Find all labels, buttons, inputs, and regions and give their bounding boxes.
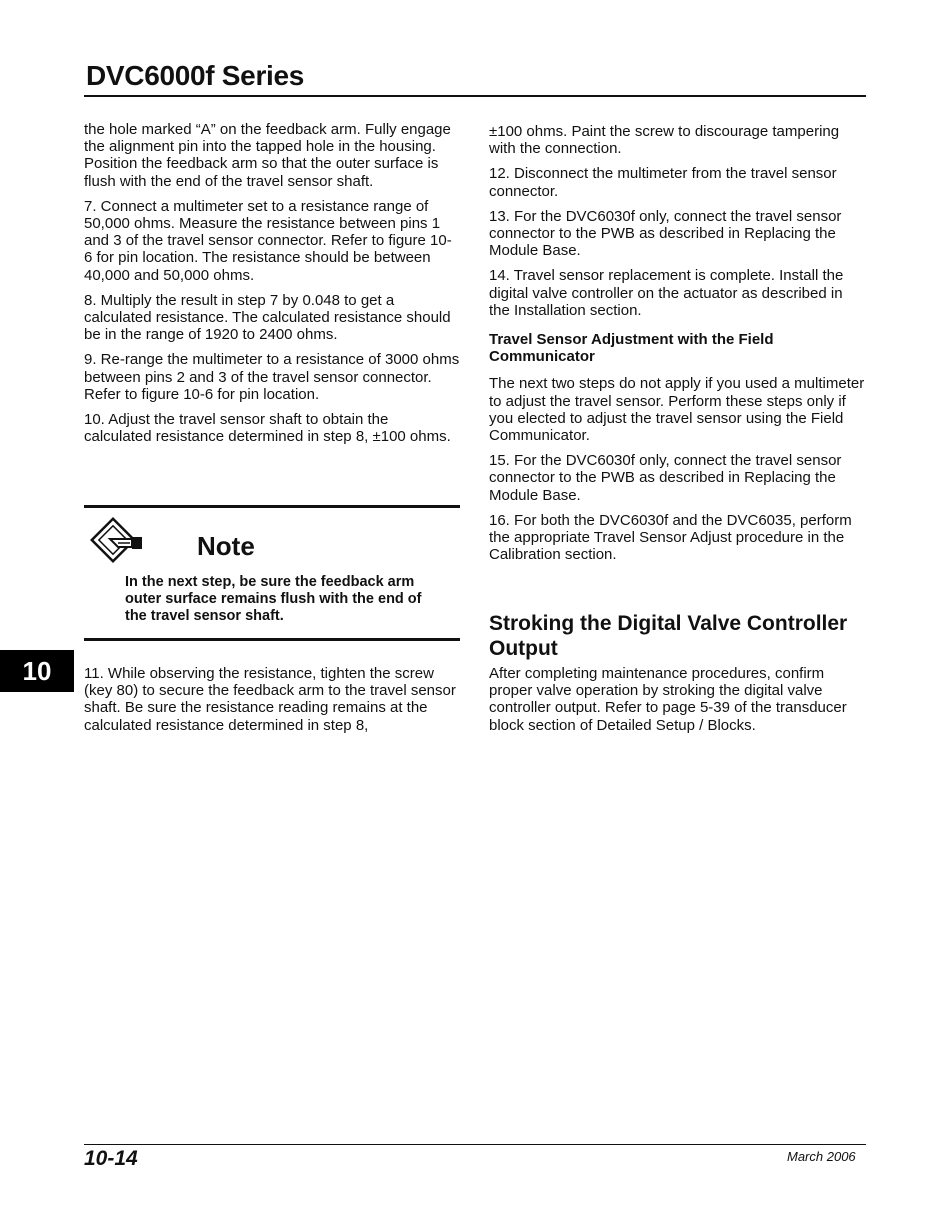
section-text: After completing maintenance procedures, confirm proper valve operation by stroking the digital valve controller output. Refer to page 5-39 of the transducer block section of Detailed Setup / Blocks. <box>489 665 847 734</box>
paragraph: The next two steps do not apply if you used a multimeter to adjust the travel sensor. Perform these steps only if you elected to adjust the travel sensor using the Field Communicator. <box>489 375 865 445</box>
stroking-section <box>489 611 867 734</box>
note-bottom-rule <box>84 638 460 641</box>
note-heading: Note <box>197 531 255 561</box>
step-11: 11. While observing the resistance, tighten the screw (key 80) to secure the feedback arm to the travel sensor shaft. Be sure the resistance reading remains at the calculated resistance determined in step 8, <box>84 665 456 734</box>
note-top-rule <box>84 505 460 508</box>
paragraph: the hole marked “A” on the feedback arm. Fully engage the alignment pin into the tapped hole in the housing. Position the feedback arm so that the outer surface is flush with the end of the travel sensor shaft. <box>84 121 451 190</box>
subheading: Travel Sensor Adjustment with the Field Communicator <box>489 331 774 366</box>
left-column <box>84 121 460 453</box>
right-column <box>489 123 867 571</box>
step-14: 14. Travel sensor replacement is complete. Install the digital valve controller on the actuator as described in the Installation section. <box>489 267 844 319</box>
step-12: 12. Disconnect the multimeter from the travel sensor connector. <box>489 165 837 200</box>
step-16: 16. For both the DVC6030f and the DVC6035, perform the appropriate Travel Sensor Adjust procedure in the Calibration section. <box>489 511 852 564</box>
step-7: 7. Connect a multimeter set to a resistance range of 50,000 ohms. Measure the resistance between pins 1 and 3 of the travel sensor connector. Refer to figure 10-6 for pin location. The resistance should be between 40,000 and 50,000 ohms. <box>84 197 452 284</box>
section-title: Stroking the Digital Valve Controller Output <box>489 612 848 660</box>
footer-date: March 2006 <box>787 1149 856 1164</box>
header-rule <box>84 95 866 97</box>
note-box <box>84 505 460 641</box>
page-header-title: DVC6000f Series <box>86 60 305 91</box>
step-8: 8. Multiply the result in step 7 by 0.048 to get a calculated resistance. The calculated resistance should be in the range of 1920 to 2400 ohms. <box>84 291 451 344</box>
step-13: 13. For the DVC6030f only, connect the travel sensor connector to the PWB as described in Replacing the Module Base. <box>489 207 842 260</box>
left-column-continued <box>84 665 460 742</box>
paragraph: ±100 ohms. Paint the screw to discourage tampering with the connection. <box>489 123 840 158</box>
note-hand-icon <box>88 517 146 569</box>
step-10: 10. Adjust the travel sensor shaft to obtain the calculated resistance determined in step 8, ±100 ohms. <box>84 411 451 446</box>
chapter-tab: 10 <box>0 650 74 692</box>
footer-rule <box>84 1144 866 1145</box>
step-9: 9. Re-range the multimeter to a resistance of 3000 ohms between pins 2 and 3 of the travel sensor connector. Refer to figure 10-6 for pin location. <box>84 351 460 403</box>
step-15: 15. For the DVC6030f only, connect the travel sensor connector to the PWB as described in Replacing the Module Base. <box>489 452 842 504</box>
page-number: 10-14 <box>84 1147 138 1170</box>
note-text: In the next step, be sure the feedback arm outer surface remains flush with the end of the travel sensor shaft. <box>125 574 422 625</box>
